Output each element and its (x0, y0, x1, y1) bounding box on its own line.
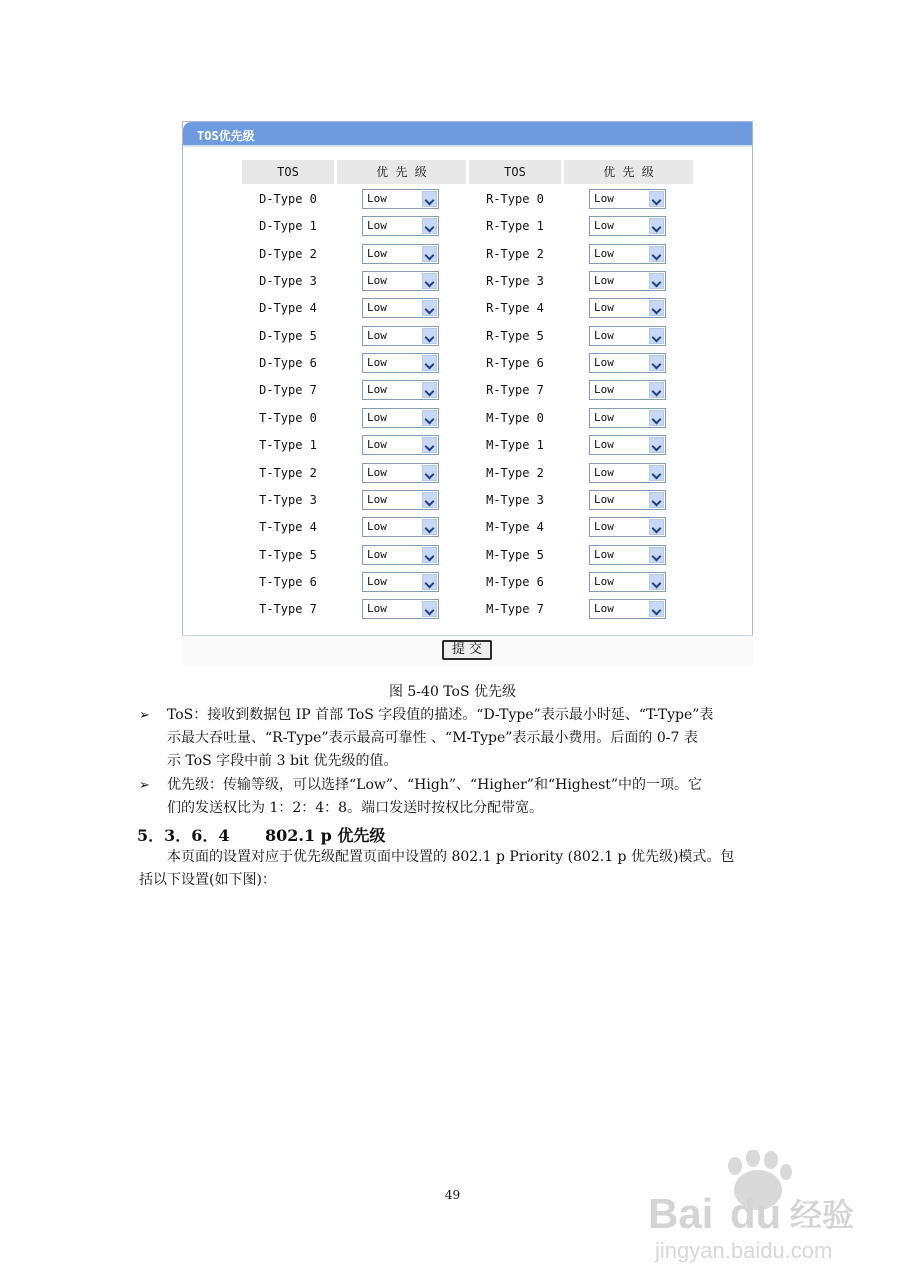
priority-select[interactable] (589, 353, 666, 373)
chevron-down-icon[interactable] (422, 465, 437, 481)
priority-select[interactable] (362, 298, 439, 318)
body-line-2: 括以下设置(如下图)： (139, 872, 276, 888)
tos-type-label: T-Type 4 (259, 520, 317, 535)
chevron-down-icon[interactable] (649, 574, 664, 590)
priority-select[interactable] (362, 490, 439, 510)
priority-select[interactable] (589, 380, 666, 400)
priority-select-value: Low (367, 192, 387, 205)
chevron-down-icon[interactable] (422, 601, 437, 617)
priority-select-value: Low (594, 219, 614, 233)
priority-select[interactable] (589, 572, 666, 592)
bullet-2-line-1: 优先级：传输等级，可以选择“Low”、“High”、“Higher”和“Highest”中的一项。它 (167, 777, 703, 793)
section-number: 5．3．6．4 (137, 826, 230, 845)
tos-type-label: D-Type 7 (259, 383, 317, 398)
tos-type-label: T-Type 6 (259, 574, 317, 589)
tos-type-label: R-Type 4 (486, 301, 544, 316)
tos-type-label: M-Type 6 (486, 574, 544, 589)
priority-select-value: Low (367, 410, 387, 424)
tos-type-label: D-Type 6 (259, 356, 317, 371)
panel-title: TOS优先级 (197, 129, 255, 143)
tos-type-label: R-Type 2 (486, 246, 544, 261)
svg-text:经验: 经验 (790, 1196, 855, 1234)
priority-select-value: Low (594, 574, 614, 588)
priority-select[interactable] (362, 380, 439, 400)
chevron-down-icon[interactable] (422, 547, 437, 563)
priority-select-value: Low (367, 356, 387, 370)
priority-select-value: Low (367, 520, 387, 534)
priority-select-value: Low (367, 574, 387, 588)
svg-text:Bai: Bai (648, 1190, 714, 1237)
chevron-down-icon[interactable] (422, 328, 437, 344)
figure-caption: 图 5-40 ToS 优先级 (388, 684, 517, 700)
priority-select[interactable] (362, 572, 439, 592)
priority-select[interactable] (589, 326, 666, 346)
tos-type-label: T-Type 2 (259, 465, 317, 480)
bullet-1-line-2: 示最大吞吐量、“R-Type”表示最高可靠性 、“M-Type”表示最小费用。后面的 0-7 表 (167, 730, 698, 746)
header-priority-right: 优 先 级 (564, 160, 693, 184)
priority-select[interactable] (589, 189, 666, 209)
chevron-down-icon[interactable] (649, 328, 664, 344)
bullet-2-line-2: 们的发送权比为 1：2：4：8。端口发送时按权比分配带宽。 (167, 800, 544, 816)
priority-select-value: Low (594, 520, 614, 534)
svg-text:du: du (730, 1190, 782, 1237)
priority-select-value: Low (594, 547, 614, 561)
tos-type-label: R-Type 0 (486, 192, 544, 206)
priority-select-value: Low (594, 410, 614, 424)
tos-type-label: D-Type 0 (259, 192, 317, 206)
priority-select[interactable] (362, 271, 439, 291)
header-tos-right: TOS (469, 160, 561, 184)
priority-select[interactable] (589, 463, 666, 483)
chevron-down-icon[interactable] (649, 492, 664, 508)
svg-text:jingyan.baidu.com: jingyan.baidu.com (655, 1238, 833, 1263)
priority-select-value: Low (594, 602, 614, 616)
priority-select[interactable] (362, 435, 439, 455)
bullet-arrow-icon: ➢ (139, 778, 150, 793)
panel-title-bar (183, 122, 752, 147)
tos-type-label: M-Type 0 (486, 410, 544, 425)
priority-select[interactable] (362, 353, 439, 373)
priority-select-value: Low (594, 465, 614, 479)
priority-select-value: Low (594, 301, 614, 315)
chevron-down-icon[interactable] (649, 355, 664, 371)
priority-select[interactable] (589, 244, 666, 264)
priority-select-value: Low (367, 274, 387, 288)
priority-select-value: Low (367, 219, 387, 233)
section-title: 802.1 p 优先级 (265, 826, 386, 845)
priority-select[interactable] (362, 599, 439, 619)
chevron-down-icon[interactable] (649, 382, 664, 398)
bullet-arrow-icon: ➢ (139, 708, 150, 723)
chevron-down-icon[interactable] (422, 382, 437, 398)
body-line-1: 本页面的设置对应于优先级配置页面中设置的 802.1 p Priority (802.1 p 优先级)模式。包 (167, 849, 735, 865)
tos-type-label: M-Type 2 (486, 465, 544, 480)
priority-select-value: Low (367, 328, 387, 342)
chevron-down-icon[interactable] (422, 410, 437, 426)
chevron-down-icon[interactable] (422, 437, 437, 453)
tos-type-label: R-Type 3 (486, 274, 544, 289)
priority-select-value: Low (367, 438, 387, 452)
tos-type-label: T-Type 3 (259, 492, 317, 507)
tos-type-label: M-Type 3 (486, 492, 544, 507)
chevron-down-icon[interactable] (422, 218, 437, 234)
priority-select[interactable] (589, 599, 666, 619)
priority-select-value: Low (367, 602, 387, 616)
priority-select[interactable] (589, 271, 666, 291)
chevron-down-icon[interactable] (649, 465, 664, 481)
chevron-down-icon[interactable] (649, 246, 664, 262)
tos-type-label: R-Type 7 (486, 383, 544, 398)
chevron-down-icon[interactable] (422, 574, 437, 590)
priority-select[interactable] (589, 408, 666, 428)
page-number: 49 (444, 1188, 461, 1202)
chevron-down-icon[interactable] (649, 519, 664, 535)
chevron-down-icon[interactable] (649, 273, 664, 289)
priority-select[interactable] (362, 408, 439, 428)
tos-type-label: D-Type 4 (259, 301, 317, 316)
priority-select-value: Low (367, 547, 387, 561)
priority-select-value: Low (367, 246, 387, 260)
priority-select[interactable] (362, 545, 439, 565)
priority-select-value: Low (367, 465, 387, 479)
priority-select-value: Low (594, 383, 614, 397)
tos-type-label: D-Type 5 (259, 328, 317, 343)
priority-select[interactable] (589, 490, 666, 510)
priority-select-value: Low (594, 438, 614, 452)
tos-type-label: M-Type 7 (486, 602, 544, 617)
priority-select-value: Low (367, 383, 387, 397)
priority-select[interactable] (362, 517, 439, 537)
chevron-down-icon[interactable] (422, 246, 437, 262)
priority-select[interactable] (589, 298, 666, 318)
bullet-1-line-1: ToS：接收到数据包 IP 首部 ToS 字段值的描述。“D-Type”表示最小时延、“T-Type”表 (167, 707, 714, 723)
priority-select-value: Low (594, 192, 614, 205)
chevron-down-icon[interactable] (649, 218, 664, 234)
tos-type-label: M-Type 4 (486, 520, 544, 535)
priority-select-value: Low (367, 301, 387, 315)
submit-button[interactable]: 提 交 (442, 640, 492, 660)
priority-select[interactable] (589, 545, 666, 565)
chevron-down-icon[interactable] (422, 519, 437, 535)
priority-select[interactable] (589, 216, 666, 236)
priority-select[interactable] (362, 244, 439, 264)
chevron-down-icon[interactable] (649, 191, 664, 207)
priority-select[interactable] (362, 463, 439, 483)
priority-select[interactable] (362, 216, 439, 236)
priority-select-value: Low (594, 274, 614, 288)
priority-select[interactable] (589, 435, 666, 455)
bullet-1-line-3: 示 ToS 字段中前 3 bit 优先级的值。 (167, 753, 398, 769)
tos-type-label: D-Type 2 (259, 246, 317, 261)
chevron-down-icon[interactable] (649, 601, 664, 617)
tos-type-label: T-Type 5 (259, 547, 317, 562)
priority-select-value: Low (594, 246, 614, 260)
header-tos-left: TOS (242, 160, 334, 184)
chevron-down-icon[interactable] (422, 191, 437, 207)
tos-type-label: D-Type 3 (259, 274, 317, 289)
tos-type-label: T-Type 1 (259, 438, 317, 453)
chevron-down-icon[interactable] (649, 547, 664, 563)
chevron-down-icon[interactable] (649, 437, 664, 453)
priority-select-value: Low (594, 356, 614, 370)
chevron-down-icon[interactable] (649, 410, 664, 426)
baidu-jingyan-watermark (640, 1150, 870, 1270)
chevron-down-icon[interactable] (649, 300, 664, 316)
chevron-down-icon[interactable] (422, 355, 437, 371)
priority-select[interactable] (589, 517, 666, 537)
priority-select-value: Low (594, 328, 614, 342)
priority-select[interactable] (362, 189, 439, 209)
tos-type-label: D-Type 1 (259, 219, 317, 234)
tos-type-label: R-Type 1 (486, 219, 544, 234)
tos-type-label: R-Type 5 (486, 328, 544, 343)
priority-select-value: Low (594, 492, 614, 506)
priority-select-value: Low (367, 492, 387, 506)
chevron-down-icon[interactable] (422, 273, 437, 289)
header-priority-left: 优 先 级 (337, 160, 466, 184)
tos-type-label: R-Type 6 (486, 356, 544, 371)
chevron-down-icon[interactable] (422, 492, 437, 508)
tos-type-label: T-Type 0 (259, 410, 317, 425)
tos-type-label: M-Type 1 (486, 438, 544, 453)
tos-type-label: T-Type 7 (259, 602, 317, 617)
tos-type-label: M-Type 5 (486, 547, 544, 562)
chevron-down-icon[interactable] (422, 300, 437, 316)
priority-select[interactable] (362, 326, 439, 346)
